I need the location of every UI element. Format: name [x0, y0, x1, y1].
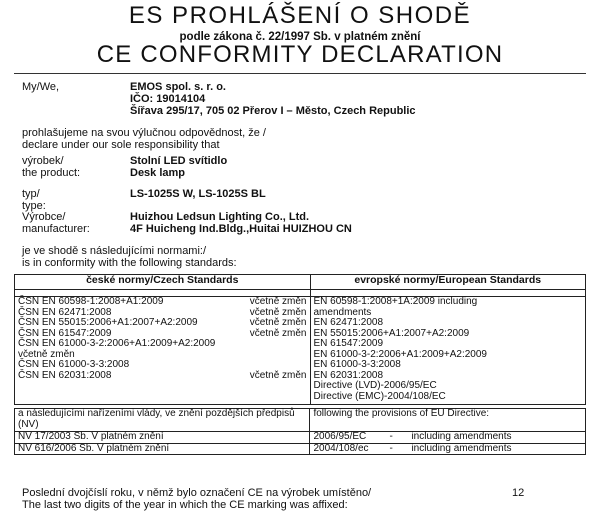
- european-standard-item: Directive (LVD)-2006/95/EC: [313, 380, 437, 391]
- type-label-en: type:: [22, 200, 46, 212]
- company-address: Šířava 295/17, 705 02 Přerov I – Město, Czech Republic: [130, 105, 416, 117]
- czech-standard-item: ČSN EN 61000-3-2:2006+A1:2009+A2:2009: [18, 338, 216, 349]
- product-label-cz: výrobek/: [22, 155, 64, 167]
- european-standard-item: EN 61000-3-2:2006+A1:2009+A2:2009: [313, 348, 487, 360]
- european-standard-item: EN 55015:2006+A1:2007+A2:2009: [313, 327, 470, 339]
- type-value: LS-1025S W, LS-1025S BL: [130, 188, 266, 200]
- responsibility-line-cz: prohlašujeme na svou výlučnou odpovědnost, že /: [22, 127, 266, 139]
- product-label-en: the product:: [22, 167, 81, 179]
- czech-standard-item: včetně změn: [18, 348, 75, 360]
- european-standard-item: amendments: [313, 306, 372, 318]
- document-title-english: CE CONFORMITY DECLARATION: [96, 41, 504, 68]
- company-name: EMOS spol. s. r. o.: [130, 81, 226, 93]
- czech-standard-item: ČSN EN 62471:2008 včetně změn: [18, 306, 307, 318]
- product-value-en: Desk lamp: [130, 167, 186, 179]
- regulation-row-1-cz: NV 17/2003 Sb. V platném znění: [15, 432, 310, 444]
- european-standards-list: [310, 297, 586, 405]
- european-standards-header: evropské normy/European Standards: [310, 275, 586, 290]
- czech-standard-item: ČSN EN 61000-3-3:2008: [18, 359, 130, 370]
- czech-standards-header: české normy/Czech Standards: [15, 275, 311, 290]
- ce-marking-line-en: The last two digits of the year in which the CE marking was affixed:: [22, 499, 348, 511]
- regulations-header-en: following the provisions of EU Directive:: [310, 409, 586, 432]
- company-ico: IČO: 19014104: [130, 93, 206, 105]
- ce-marking-year: 12: [512, 487, 525, 499]
- type-label-cz: typ/: [22, 188, 40, 200]
- document-title-czech: ES PROHLÁŠENÍ O SHODĚ: [128, 2, 472, 29]
- manufacturer-name: Huizhou Ledsun Lighting Co., Ltd.: [130, 211, 310, 223]
- regulations-table: [14, 408, 586, 455]
- european-standard-item: EN 61547:2009: [313, 338, 384, 349]
- product-value-cz: Stolní LED svítidlo: [130, 155, 228, 167]
- header-divider: [14, 73, 586, 74]
- regulation-row-2-en: 2004/108/ec - including amendments: [310, 443, 586, 455]
- european-standard-item: EN 60598-1:2008+1A:2009 including: [313, 296, 478, 307]
- czech-standard-item: ČSN EN 62031:2008 včetně změn: [18, 369, 307, 381]
- regulation-row-1-en: 2006/95/EC - including amendments: [310, 432, 586, 444]
- document-subtitle: podle zákona č. 22/1997 Sb. v platném znění: [179, 31, 421, 43]
- conformity-line-en: is in conformity with the following standards:: [22, 257, 237, 269]
- european-standard-item: EN 62471:2008: [313, 317, 384, 328]
- ce-marking-line-cz: Poslední dvojčíslí roku, v němž bylo označení CE na výrobek umístěno/: [22, 487, 372, 499]
- manufacturer-label-en: manufacturer:: [22, 223, 90, 235]
- manufacturer-address: 4F Huicheng Ind.Bldg.,Huitai HUIZHOU CN: [130, 223, 352, 235]
- european-standard-item: EN 61000-3-3:2008: [313, 359, 401, 370]
- czech-standard-item: ČSN EN 61547:2009 včetně změn: [18, 327, 307, 339]
- regulation-row-2-cz: NV 616/2006 Sb. V platném znění: [15, 443, 310, 455]
- european-standard-item: EN 62031:2008: [313, 369, 384, 381]
- regulations-header-cz: a následujícími nařízeními vlády, ve znění pozdějších předpisů (NV): [15, 409, 310, 432]
- czech-standard-item: ČSN EN 60598-1:2008+A1:2009 včetně změn: [18, 296, 307, 307]
- manufacturer-label-cz: Výrobce/: [22, 211, 66, 223]
- czech-standards-list: [15, 297, 311, 405]
- conformity-line-cz: je ve shodě s následujícími normami:/: [22, 245, 207, 257]
- company-label: My/We,: [22, 81, 60, 93]
- standards-table: [14, 274, 586, 405]
- european-standard-item: Directive (EMC)-2004/108/EC: [313, 390, 446, 402]
- responsibility-line-en: declare under our sole responsibility that: [22, 139, 220, 151]
- czech-standard-item: ČSN EN 55015:2006+A1:2007+A2:2009 včetně změn: [18, 317, 307, 328]
